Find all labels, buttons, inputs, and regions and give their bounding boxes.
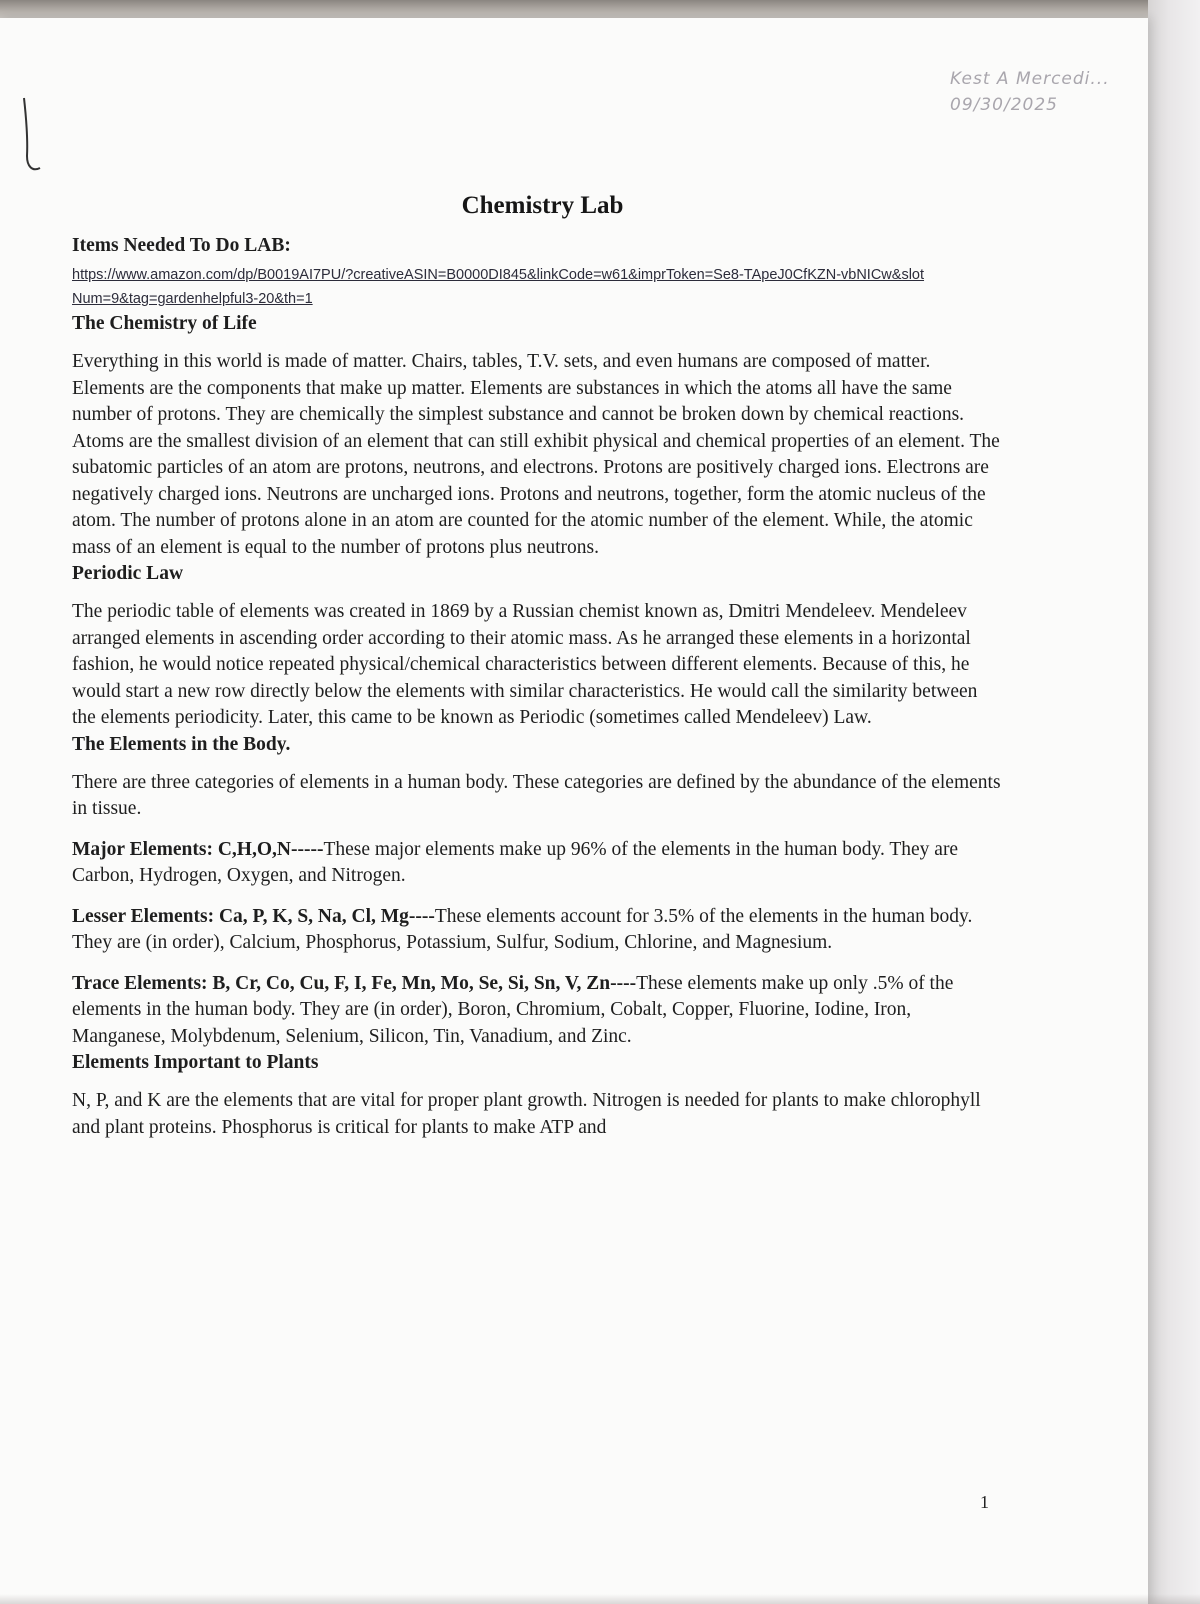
page-title: Chemistry Lab [461,192,624,219]
items-needed-heading: Items Needed To Do LAB: [72,235,291,256]
handwritten-name: Kest A Mercedi... [950,69,1110,89]
trace-elements-text: These elements make up only .5% of the elements in the human body. They are (in order), Boron, Chromium, Cobalt, Copper, Fluorine, Iodine, Iron, Manganese, Molybdenum, Selenium, Silicon, Tin, Vanadium, and Zinc. [72,972,954,1047]
plants-paragraph: N, P, and K are the elements that are vital for proper plant growth. Nitrogen is needed for plants to make chlorophyll and plant proteins. Phosphorus is critical for plants to make ATP and [72,1090,981,1138]
plants-heading: Elements Important to Plants [72,1052,319,1073]
major-elements-text: These major elements make up 96% of the elements in the human body. They are Carbon, Hydrogen, Oxygen, and Nitrogen. [72,838,959,886]
bottom-edge-shadow [0,1594,1200,1604]
lesser-elements-text: These elements account for 3.5% of the elements in the human body. They are (in order), Calcium, Phosphorus, Potassium, Sulfur, Sodium, Chlorine, and Magnesium. [72,905,973,953]
handwritten-annotation [950,66,1140,118]
binder-mark [14,96,44,178]
background-fabric [1148,0,1200,1604]
chemistry-of-life-heading: The Chemistry of Life [72,313,257,334]
trace-elements-label: Trace Elements: B, Cr, Co, Cu, F, I, Fe, Mn, Mo, Se, Si, Sn, V, Zn---- [72,972,637,994]
periodic-law-paragraph: The periodic table of elements was created in 1869 by a Russian chemist known as, Dmitri Mendeleev. Mendeleev arranged elements in ascending order according to their atomic mass. As he arranged these elements in a horizontal fashion, he would notice repeated physical/chemical characteristics between different elements. Because of this, he would start a new row directly below the elements with similar characteristics. He would call the similarity between the elements periodicity. Later, this came to be known as Periodic (sometimes called Mendeleev) Law. [72,601,978,728]
document-page [0,18,1148,1604]
handwritten-date: 09/30/2025 [950,95,1058,115]
periodic-law-heading: Periodic Law [72,563,184,584]
items-needed-link[interactable]: https://www.amazon.com/dp/B0019AI7PU/?creativeASIN=B0000DI845&linkCode=w61&imprToken=Se8-TApeJ0CfKZN-vbNICw&slotNum=9&tag=gardenhelpful3-20&th=1 [72,267,925,307]
major-elements-label: Major Elements: C,H,O,N----- [72,838,324,860]
lesser-elements-label: Lesser Elements: Ca, P, K, S, Na, Cl, Mg---- [72,905,435,927]
page-number: 1 [980,1492,989,1512]
elements-in-body-heading: The Elements in the Body. [72,733,291,755]
major-elements-paragraph [72,837,1002,890]
document-body [72,233,1002,1141]
trace-elements-paragraph [72,971,1002,1051]
elements-in-body-intro: There are three categories of elements in a human body. These categories are defined by the abundance of the elements in tissue. [72,771,1001,819]
chemistry-of-life-paragraph: Everything in this world is made of matter. Chairs, tables, T.V. sets, and even humans are composed of matter. Elements are the components that make up matter. Elements are substances in which the atoms all have the same number of protons. They are chemically the simplest substance and cannot be broken down by chemical reactions. Atoms are the smallest division of an element that can still exhibit physical and chemical properties of an element. The subatomic particles of an atom are protons, neutrons, and electrons. Protons are positively charged ions. Electrons are negatively charged ions. Neutrons are uncharged ions. Protons and neutrons, together, form the atomic nucleus of the atom. The number of protons alone in an atom are counted for the atomic number of the element. While, the atomic mass of an element is equal to the number of protons plus neutrons. [72,351,1000,558]
lesser-elements-paragraph [72,904,1002,957]
